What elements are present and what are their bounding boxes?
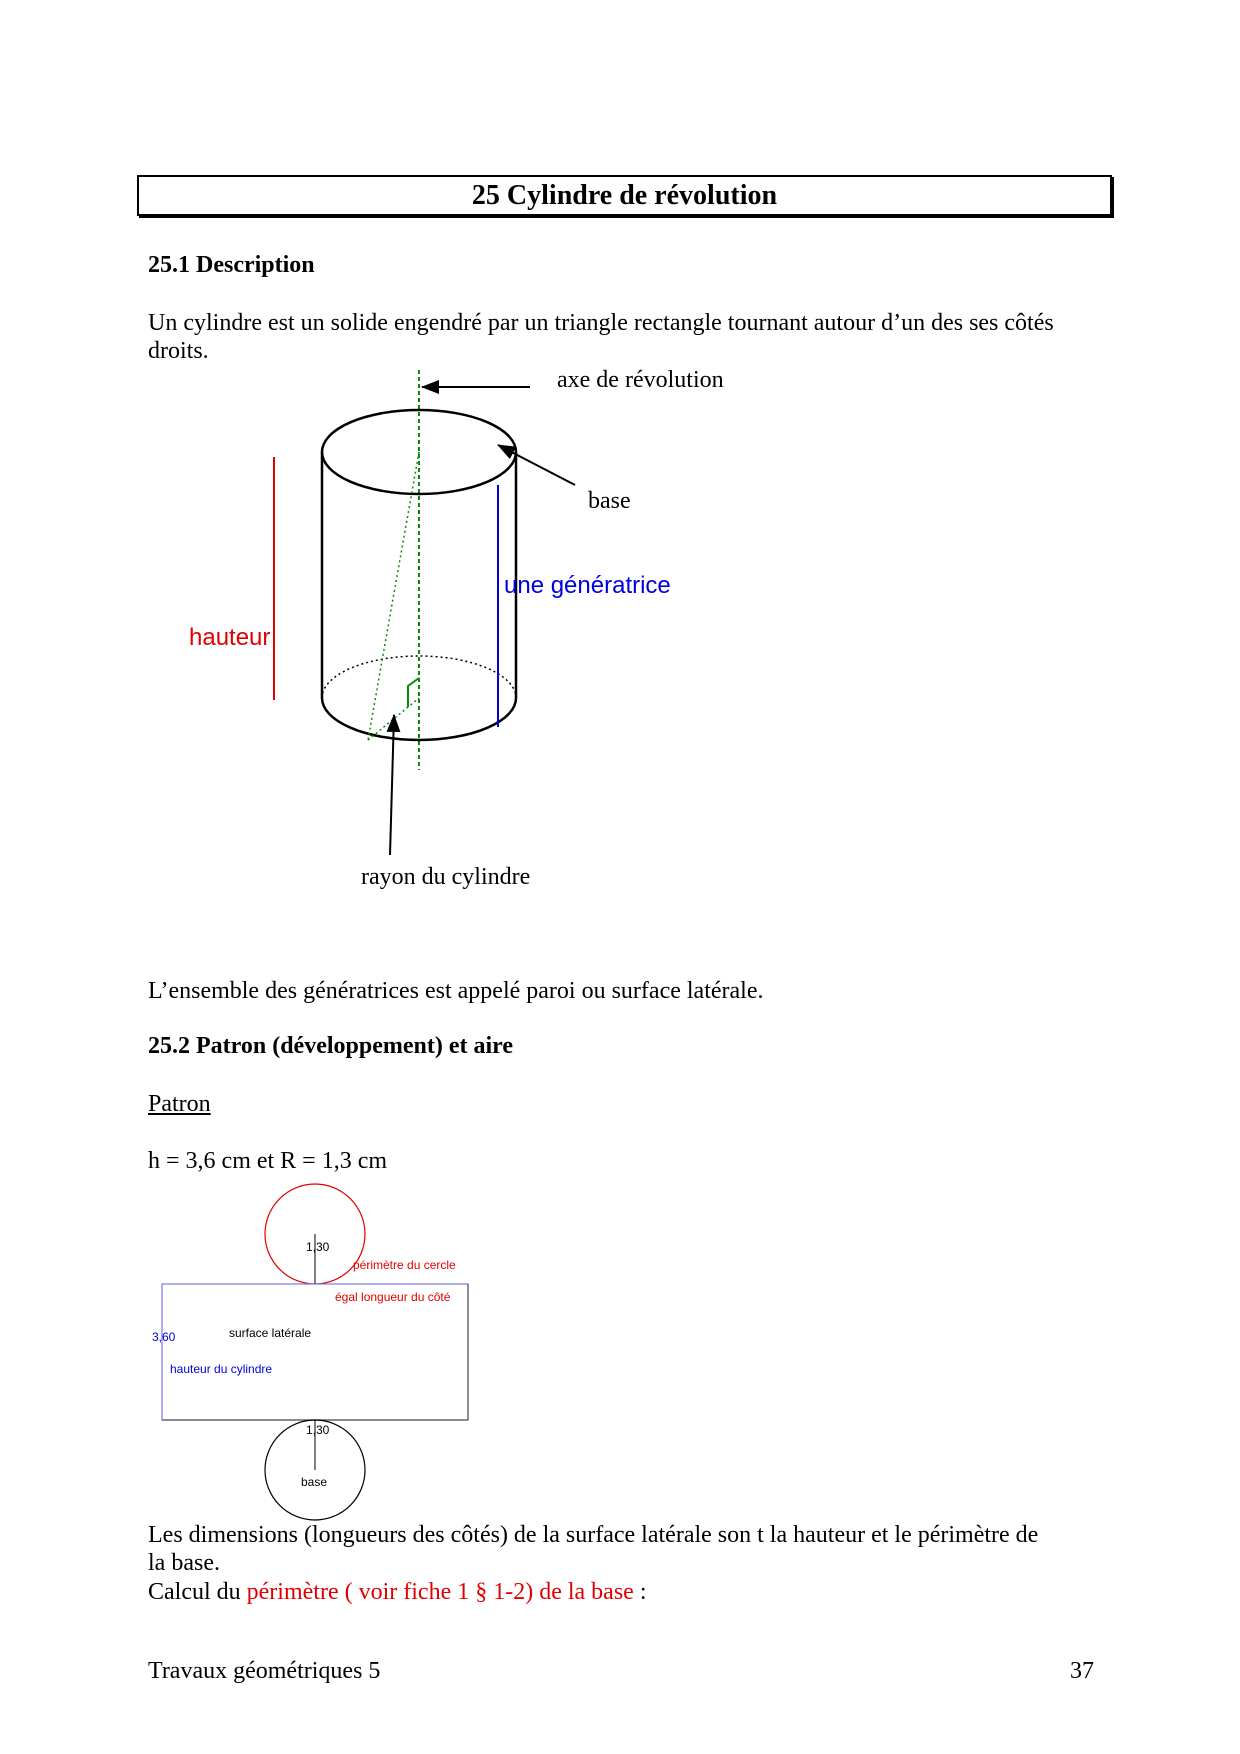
lateral-surface-rect (162, 1284, 468, 1420)
section-heading-description: 25.1 Description (148, 252, 315, 278)
perimetre-label: périmètre du cercle (353, 1258, 456, 1272)
page-number: 37 (1070, 1658, 1094, 1684)
section-heading-patron: 25.2 Patron (développement) et aire (148, 1033, 514, 1059)
calcul-line (148, 1578, 647, 1606)
calcul-suffix: : (633, 1579, 647, 1605)
label-axe: axe de révolution (557, 367, 724, 393)
perimetre-link[interactable]: périmètre ( voir fiche 1 § 1-2) de la base (246, 1579, 634, 1605)
dimensions-text: h = 3,6 cm et R = 1,3 cm (148, 1148, 388, 1174)
hauteur-cylindre-label: hauteur du cylindre (170, 1362, 273, 1376)
height-value-label: 3,60 (152, 1330, 176, 1344)
surface-laterale-label: surface latérale (229, 1326, 312, 1340)
footer-title: Travaux géométriques 5 (148, 1658, 381, 1684)
label-base: base (588, 488, 631, 514)
base-label: base (301, 1475, 328, 1489)
right-angle-mark (408, 678, 419, 707)
description-paragraph-line1: Un cylindre est un solide engendré par un triangle rectangle tournant autour d’un des ses côtés (148, 310, 1054, 336)
page-title-text: 25 Cylindre de révolution (471, 179, 778, 211)
patron-subheading: Patron (148, 1091, 211, 1117)
bottom-base-back-arc (322, 656, 516, 698)
bottom-base-front-arc (322, 698, 516, 740)
radius-arrow (390, 715, 394, 855)
triangle-hypotenuse (368, 452, 419, 740)
label-hauteur: hauteur (189, 624, 271, 651)
bottom-radius-label: 1,30 (306, 1423, 330, 1437)
description-paragraph-line2: droits. (148, 338, 209, 364)
base-arrow (498, 445, 575, 485)
label-rayon: rayon du cylindre (361, 864, 531, 890)
dimensions-paragraph-line1: Les dimensions (longueurs des côtés) de la surface latérale son t la hauteur et le périmètre de (148, 1522, 1039, 1548)
egal-label: égal longueur du côté (335, 1290, 451, 1304)
surface-laterale-paragraph: L’ensemble des génératrices est appelé paroi ou surface latérale. (148, 978, 764, 1004)
dimensions-paragraph-line2: la base. (148, 1550, 220, 1576)
label-generatrice: une génératrice (504, 572, 671, 599)
calcul-prefix: Calcul du (148, 1579, 247, 1605)
top-radius-label: 1,30 (306, 1240, 330, 1254)
